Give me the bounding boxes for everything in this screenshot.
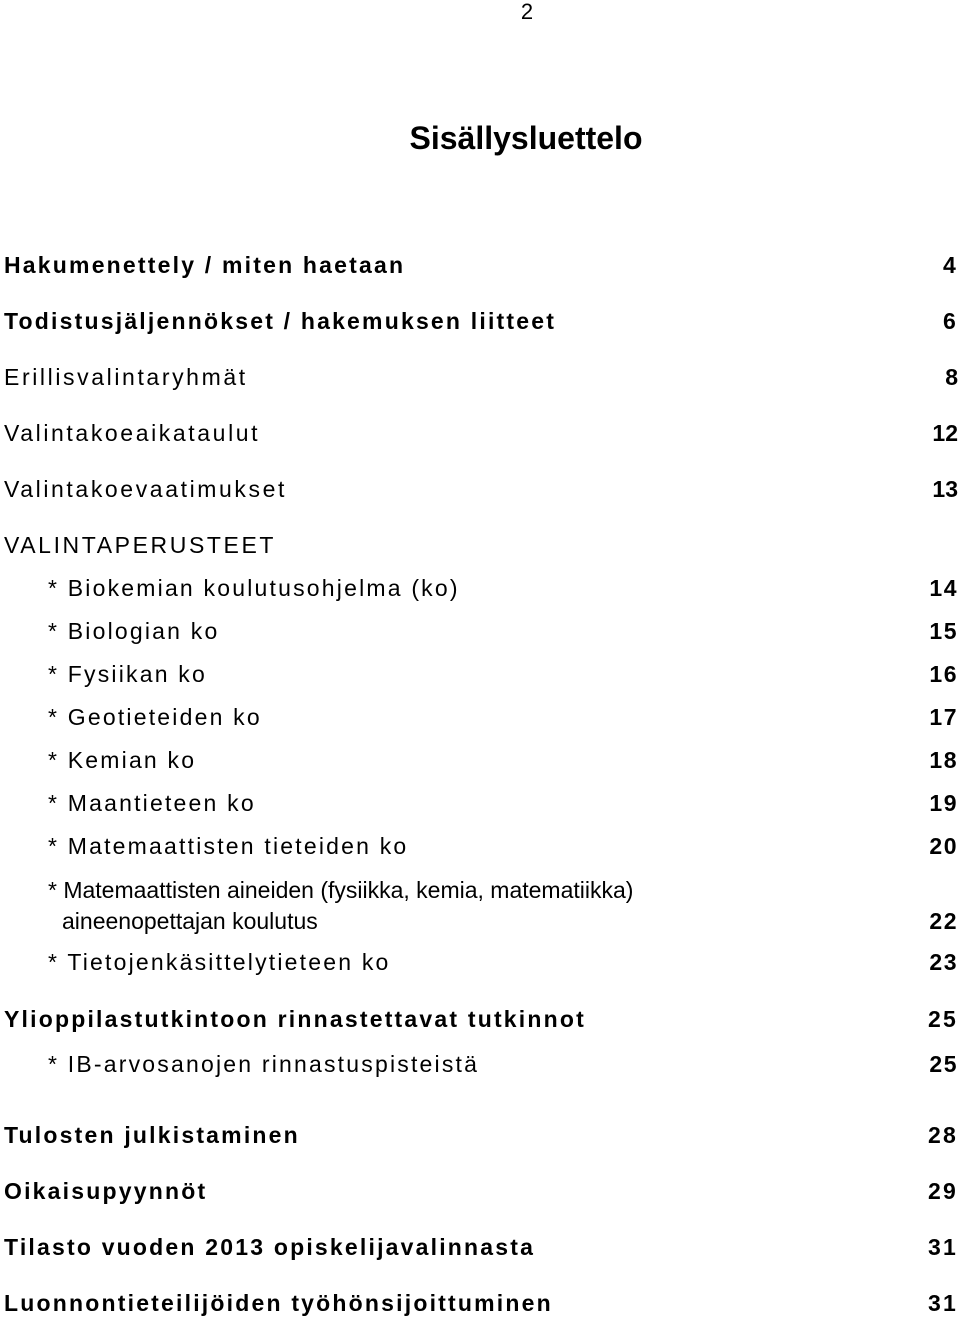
page-number: 2 xyxy=(520,0,534,24)
toc-entry-page: 25 xyxy=(929,1051,958,1077)
toc-entry-label: * Biokemian koulutusohjelma (ko) xyxy=(48,575,460,601)
toc-entry-label-continued: aineenopettajan koulutus xyxy=(62,908,318,934)
toc-entry-label: Tilasto vuoden 2013 opiskelijavalinnasta xyxy=(4,1234,536,1260)
toc-entry-hakumenettely[interactable] xyxy=(0,249,960,281)
toc-entry-fysiikka[interactable] xyxy=(0,658,960,690)
toc-entry-page: 28 xyxy=(928,1122,958,1148)
toc-entry-page: 22 xyxy=(929,908,958,934)
toc-entry-page: 15 xyxy=(929,618,958,644)
toc-entry-label: * Kemian ko xyxy=(48,747,197,773)
toc-entry-geotieteet[interactable] xyxy=(0,701,960,733)
toc-entry-ib-arvosanat[interactable] xyxy=(0,1048,960,1080)
toc-entry-label: Erillisvalintaryhmät xyxy=(4,364,248,390)
toc-entry-erillisvalintaryhmat[interactable] xyxy=(0,361,960,393)
toc-entry-label: Oikaisupyynnöt xyxy=(4,1178,208,1204)
toc-entry-page: 31 xyxy=(928,1234,958,1260)
toc-entry-valintakoeaikataulut[interactable] xyxy=(0,417,960,449)
toc-entry-label: * Maantieteen ko xyxy=(48,790,256,816)
toc-entry-tilasto[interactable] xyxy=(0,1231,960,1263)
toc-entry-page: 23 xyxy=(929,949,958,975)
toc-entry-label: * Tietojenkäsittelytieteen ko xyxy=(48,949,391,975)
toc-entry-page: 4 xyxy=(943,252,958,278)
toc-entry-page: 25 xyxy=(928,1006,958,1032)
toc-entry-oikaisupyynnot[interactable] xyxy=(0,1175,960,1207)
toc-entry-label: * IB-arvosanojen rinnastuspisteistä xyxy=(48,1051,480,1077)
toc-entry-biokemia[interactable] xyxy=(0,572,960,604)
toc-entry-label: Ylioppilastutkintoon rinnastettavat tutkinnot xyxy=(4,1006,586,1032)
toc-entry-page: 29 xyxy=(928,1178,958,1204)
toc-entry-page: 16 xyxy=(929,661,958,687)
toc-entry-label: * Matemaattisten aineiden (fysiikka, kemia, matematiikka) xyxy=(48,877,634,903)
toc-entry-label: Valintakoevaatimukset xyxy=(4,476,288,502)
toc-entry-biologia[interactable] xyxy=(0,615,960,647)
toc-entry-page: 12 xyxy=(932,420,958,446)
toc-entry-label: * Geotieteiden ko xyxy=(48,704,262,730)
toc-entry-label: Todistusjäljennökset / hakemuksen liitteet xyxy=(4,308,557,334)
toc-entry-page: 18 xyxy=(929,747,958,773)
toc-entry-page: 20 xyxy=(929,833,958,859)
toc-entry-todistusjaljennokset[interactable] xyxy=(0,305,960,337)
toc-entry-label: Hakumenettely / miten haetaan xyxy=(4,252,406,278)
toc-entry-label: Tulosten julkistaminen xyxy=(4,1122,300,1148)
toc-entry-matemaattiset-tieteet[interactable] xyxy=(0,830,960,862)
toc-entry-aineenopettaja[interactable] xyxy=(0,874,960,938)
toc-entry-page: 6 xyxy=(943,308,958,334)
toc-entry-label: VALINTAPERUSTEET xyxy=(4,532,277,558)
toc-entry-label: Luonnontieteilijöiden työhönsijoittuminen xyxy=(4,1290,553,1316)
toc-entry-label: * Biologian ko xyxy=(48,618,220,644)
toc-entry-valintakoevaatimukset[interactable] xyxy=(0,473,960,505)
toc-entry-page: 14 xyxy=(929,575,958,601)
toc-entry-page: 17 xyxy=(929,704,958,730)
toc-entry-tulosten-julkistaminen[interactable] xyxy=(0,1119,960,1151)
toc-entry-page: 19 xyxy=(929,790,958,816)
toc-entry-tietojenkasittely[interactable] xyxy=(0,946,960,978)
toc-entry-kemia[interactable] xyxy=(0,744,960,776)
toc-entry-maantiede[interactable] xyxy=(0,787,960,819)
toc-entry-page: 31 xyxy=(928,1290,958,1316)
toc-entry-label: * Matemaattisten tieteiden ko xyxy=(48,833,409,859)
toc-entry-label: Valintakoeaikataulut xyxy=(4,420,261,446)
toc-entry-label: * Fysiikan ko xyxy=(48,661,207,687)
toc-entry-page: 13 xyxy=(932,476,958,502)
toc-entry-rinnastettavat-tutkinnot[interactable] xyxy=(0,1003,960,1035)
toc-entry-tyohonsijoittuminen[interactable] xyxy=(0,1287,960,1319)
toc-entry-page: 8 xyxy=(945,364,958,390)
toc-entry-valintaperusteet[interactable] xyxy=(0,529,960,561)
toc-title: Sisällysluettelo xyxy=(409,120,643,156)
